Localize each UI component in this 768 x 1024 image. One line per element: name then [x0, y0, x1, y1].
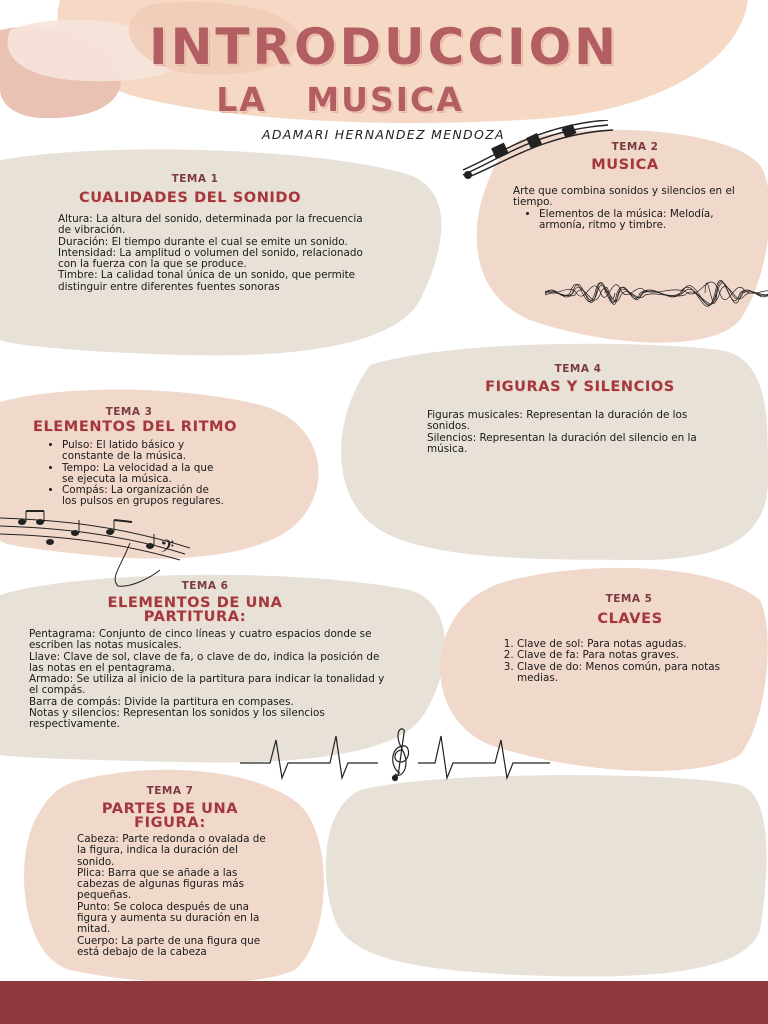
tema1-heading: CUALIDADES DEL SONIDO — [78, 190, 301, 206]
tema3-tag: TEMA 3 — [105, 406, 153, 418]
tema6-line: Pentagrama: Conjunto de cinco líneas y cuatro espacios donde se escriben las notas musicales. — [29, 628, 372, 652]
tema6-line: Barra de compás: Divide la partitura en compases. — [29, 695, 294, 708]
tema4-line: Silencios: Representan la duración del silencio en la música. — [427, 431, 697, 455]
tema2-heading: MUSICA — [591, 157, 659, 173]
tema5-heading: CLAVES — [597, 611, 663, 627]
tema4-line: Figuras musicales: Representan la duración de los sonidos. — [427, 409, 688, 433]
tema2-intro: Arte que combina sonidos y silencios en el tiempo. — [513, 185, 735, 209]
author-name: ADAMARI HERNANDEZ MENDOZA — [262, 127, 505, 142]
tema7-heading-1: PARTES DE UNA — [101, 801, 239, 817]
tema1-line: Timbre: La calidad tonal única de un sonido, que permite distinguir entre diferentes fuentes sonoras — [58, 269, 356, 293]
sound-wave-icon — [545, 253, 768, 333]
tema1-line: Duración: El tiempo durante el cual se emite un sonido. — [58, 235, 348, 248]
tema5-body — [491, 639, 761, 684]
tema5-item: 2. Clave de fa: Para notas graves. — [517, 650, 761, 661]
tema5-list — [491, 639, 761, 684]
tema7-heading-2: FIGURA: — [134, 815, 206, 831]
tema3-bullet: • Pulso: El latido básico y constante de la música. — [62, 440, 224, 463]
heartbeat-treble-clef-icon — [240, 728, 560, 788]
tema2-body — [513, 186, 753, 231]
tema6-line: Notas y silencios: Representan los sonidos y los silencios respectivamente. — [29, 707, 325, 731]
footer-band — [0, 981, 768, 1024]
empty-blob — [326, 775, 767, 976]
tema2-bullets — [513, 209, 753, 232]
tema3-bullet: • Tempo: La velocidad a la que se ejecuta la música. — [62, 463, 224, 486]
tema2-bullet: • Elementos de la música: Melodía, armonía, ritmo y timbre. — [539, 209, 753, 232]
tema7-body — [77, 834, 273, 958]
tema7-line: Punto: Se coloca después de una figura y aumenta su duración en la mitad. — [77, 900, 260, 936]
tema4-body — [427, 410, 717, 455]
page-subtitle: LA MUSICA — [216, 80, 464, 119]
tema6-line: Llave: Clave de sol, clave de fa, o clave de do, indica la posición de las notas en el pentagrama. — [29, 650, 380, 674]
tema5-item: 1. Clave de sol: Para notas agudas. — [517, 639, 761, 650]
tema4-tag: TEMA 4 — [554, 363, 602, 375]
tema7-line: Cuerpo: La parte de una figura que está debajo de la cabeza — [77, 934, 261, 958]
tema5-item: 3. Clave de do: Menos común, para notas medias. — [517, 662, 761, 685]
tema3-body — [36, 440, 224, 508]
tema6-body — [29, 629, 389, 731]
tema2-tag: TEMA 2 — [611, 141, 659, 153]
tema1-line: Intensidad: La amplitud o volumen del sonido, relacionado con la fuerza con la que se produce. — [58, 246, 363, 271]
tema6-heading-1: ELEMENTOS DE UNA — [107, 595, 283, 611]
tema5-tag: TEMA 5 — [605, 593, 653, 605]
tema1-body — [58, 214, 378, 293]
tema1-tag: TEMA 1 — [171, 173, 219, 185]
tema7-tag: TEMA 7 — [146, 785, 194, 797]
tema6-tag: TEMA 6 — [181, 580, 229, 592]
tema4-heading: FIGURAS Y SILENCIOS — [485, 379, 675, 395]
tema3-bullets — [36, 440, 224, 508]
music-notes-icon — [0, 508, 190, 588]
page-title: INTRODUCCION — [148, 18, 619, 76]
tema6-heading-2: PARTITURA: — [143, 609, 247, 625]
tema3-bullet: • Compás: La organización de los pulsos en grupos regulares. — [62, 485, 224, 508]
tema1-line: Altura: La altura del sonido, determinada por la frecuencia de vibración. — [58, 213, 363, 237]
tema7-line: Plica: Barra que se añade a las cabezas de algunas figuras más pequeñas. — [77, 866, 244, 902]
tema7-line: Cabeza: Parte redonda o ovalada de la figura, indica la duración del sonido. — [77, 833, 266, 868]
svg-text:𝄢: 𝄢 — [160, 537, 175, 562]
tema3-heading: ELEMENTOS DEL RITMO — [32, 419, 238, 435]
tema6-line: Armado: Se utiliza al inicio de la partitura para indicar la tonalidad y el compás. — [29, 673, 385, 697]
